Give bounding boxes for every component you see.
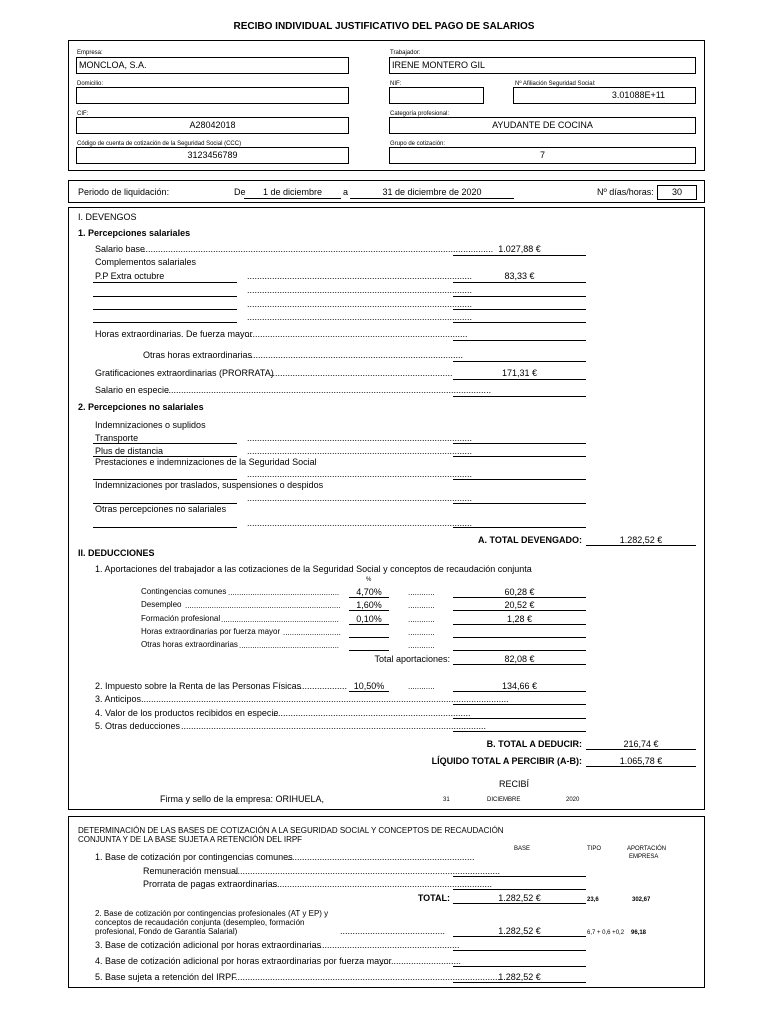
devengos-heading: I. DEVENGOS — [78, 212, 137, 222]
profesionales-label-1: 2. Base de cotización por contingencias profesionales (AT y EP) y — [95, 909, 329, 918]
comunes-label: 1. Base de cotización por contingencias comunes — [95, 852, 293, 862]
complementos-label: Complementos salariales — [95, 257, 197, 267]
col-base-header: BASE — [514, 846, 531, 852]
horas-fuerza-label: Horas extraordinarias. De fuerza mayor — [95, 329, 253, 339]
trabajador-field[interactable]: IRENE MONTERO GIL — [389, 57, 696, 74]
profesionales-label-3: profesional, Fondo de Garantía Salarial) — [95, 927, 238, 936]
profesionales-value: 1.282,52 € — [498, 926, 541, 936]
recibi-label: RECIBÍ — [499, 779, 530, 789]
profesionales-label-2: conceptos de recaudación conjunta (desempleo, formación — [95, 918, 305, 927]
ccc-field[interactable]: 3123456789 — [76, 147, 349, 164]
bases-total-aportacion: 302,67 — [632, 897, 651, 903]
domicilio-label: Domicilio: — [77, 81, 104, 87]
pp-extra-value: 83,33 € — [504, 271, 535, 281]
desempleo-pct: 1,60% — [356, 600, 382, 610]
otras-percepciones-label: Otras percepciones no salariales — [95, 504, 227, 514]
otras-horas-label: Otras horas extraordinarias — [143, 350, 253, 360]
total-aportaciones-value: 82,08 € — [504, 654, 535, 664]
bases-total-label: TOTAL: — [417, 893, 450, 903]
profesionales-aportacion: 96,18 — [631, 930, 647, 936]
base-irpf-value: 1.282,52 € — [498, 972, 541, 982]
anticipos-label: 3. Anticipos — [95, 694, 142, 704]
irpf-pct: 10,50% — [353, 681, 385, 691]
contingencias-amount: 60,28 € — [504, 587, 535, 597]
bases-heading-2: CONJUNTA Y DE LA BASE SUJETA A RETENCIÓN DEL IRPF — [78, 835, 303, 844]
pp-extra-label: P.P Extra octubre — [95, 271, 165, 281]
firma-mes: DICIEMBRE — [487, 797, 521, 803]
firma-label: Firma y sello de la empresa: ORIHUELA, — [160, 794, 325, 804]
irpf-label: 2. Impuesto sobre la Renta de las Personas Físicas — [95, 681, 302, 691]
trabajador-label: Trabajador: — [390, 50, 421, 56]
distancia-label: Plus de distancia — [95, 446, 164, 456]
desempleo-amount: 20,52 € — [504, 600, 535, 610]
grupo-label: Grupo de cotización: — [390, 141, 446, 147]
total-aportaciones-label: Total aportaciones: — [374, 654, 450, 664]
liquido-value: 1.065,78 € — [619, 756, 663, 766]
afiliacion-label: Nº Afiliación Seguridad Social: — [515, 81, 596, 87]
col-aportacion-header: APORTACIÓN — [627, 846, 667, 852]
categoria-label: Categoría profesional: — [390, 111, 450, 117]
especie-ded-label: 4. Valor de los productos recibidos en especie — [95, 708, 279, 718]
dias-label: Nº días/horas: — [597, 187, 654, 197]
nif-label: NIF: — [390, 81, 402, 87]
indemnizaciones-label: Indemnizaciones o suplidos — [95, 420, 206, 430]
firma-anio: 2020 — [566, 797, 580, 803]
bases-total-tipo: 23,6 — [587, 897, 599, 903]
empresa-label: Empresa: — [77, 50, 103, 56]
grupo-field[interactable]: 7 — [389, 147, 696, 164]
salario-base-label: Salario base — [95, 244, 146, 254]
irpf-value: 134,66 € — [501, 681, 538, 691]
adicional-label: 3. Base de cotización adicional por horas extraordinarias — [95, 940, 322, 950]
bases-heading-1: DETERMINACIÓN DE LAS BASES DE COTIZACIÓN A LA SEGURIDAD SOCIAL Y CONCEPTOS DE RECAUDACIÓN — [78, 826, 504, 835]
salario-base-value: 1.027,88 € — [498, 244, 541, 254]
domicilio-field[interactable] — [76, 87, 349, 104]
categoria-field[interactable]: AYUDANTE DE COCINA — [389, 117, 696, 134]
base-irpf-label: 5. Base sujeta a retención del IRPF — [95, 972, 237, 982]
total-devengado-label: A. TOTAL DEVENGADO: — [477, 535, 582, 545]
formacion-pct: 0,10% — [356, 614, 382, 624]
contingencias-label: Contingencias comunes — [141, 587, 227, 596]
col-empresa-header: EMPRESA — [629, 854, 659, 860]
gratificaciones-label: Gratificaciones extraordinarias (PRORRATA) — [95, 368, 274, 378]
prestaciones-label: Prestaciones e indemnizaciones de la Seguridad Social — [95, 457, 317, 467]
cif-field[interactable]: A28042018 — [76, 117, 349, 134]
otras-horas-ded-label: Otras horas extraordinarias — [141, 640, 238, 649]
formacion-label: Formación profesional — [141, 614, 221, 623]
horas-fuerza-ded-label: Horas extraordinarias por fuerza mayor — [141, 627, 281, 636]
transporte-label: Transporte — [95, 433, 139, 443]
bases-total-value: 1.282,52 € — [498, 893, 541, 903]
remuneracion-label: Remuneración mensual — [143, 866, 239, 876]
deducciones-heading: II. DEDUCCIONES — [78, 548, 155, 558]
formacion-amount: 1,28 € — [506, 614, 533, 624]
periodo-de-label: De — [234, 187, 246, 197]
page-title: RECIBO INDIVIDUAL JUSTIFICATIVO DEL PAGO DE SALARIOS — [233, 21, 535, 32]
afiliacion-field[interactable]: 3.01088E+11 — [513, 87, 696, 104]
cif-label: CIF: — [77, 111, 89, 117]
ccc-label: Código de cuenta de cotización de la Seguridad Social (CCC) — [77, 141, 242, 147]
col-tipo-header: TIPO — [587, 846, 602, 852]
adicional-fuerza-label: 4. Base de cotización adicional por horas extraordinarias por fuerza mayor — [95, 956, 392, 966]
desempleo-label: Desempleo — [141, 600, 182, 609]
liquido-label: LÍQUIDO TOTAL A PERCIBIR (A-B): — [431, 756, 582, 766]
periodo-label: Periodo de liquidación: — [78, 187, 170, 197]
traslados-label: Indemnizaciones por traslados, suspensiones o despidos — [95, 480, 324, 490]
prorrata-label: Prorrata de pagas extraordinarias — [143, 879, 278, 889]
aportaciones-label: 1. Aportaciones del trabajador a las cotizaciones de la Seguridad Social y conceptos de recaudación conjunta — [95, 564, 532, 574]
otras-deducciones-label: 5. Otras deducciones — [95, 721, 181, 731]
pct-label: % — [366, 577, 372, 583]
periodo-de-value[interactable]: 1 de diciembre — [262, 187, 323, 197]
gratificaciones-value: 171,31 € — [501, 368, 538, 378]
periodo-a-value[interactable]: 31 de diciembre de 2020 — [382, 187, 482, 197]
total-deducir-label: B. TOTAL A DEDUCIR: — [486, 739, 582, 749]
dias-field[interactable]: 30 — [657, 185, 697, 200]
especie-label: Salario en especie — [95, 385, 170, 395]
nif-field[interactable] — [389, 87, 484, 104]
total-devengado-value: 1.282,52 € — [619, 535, 663, 545]
periodo-a-label: a — [343, 187, 349, 197]
salariales-heading: 1. Percepciones salariales — [78, 228, 191, 238]
profesionales-tipo: 6,7 + 0,6 +0,2 — [587, 930, 625, 936]
no-salariales-heading: 2. Percepciones no salariales — [78, 402, 204, 412]
firma-dia: 31 — [443, 797, 450, 803]
total-deducir-value: 216,74 € — [623, 739, 659, 749]
contingencias-pct: 4,70% — [356, 587, 382, 597]
empresa-field[interactable]: MONCLOA, S.A. — [76, 57, 349, 74]
